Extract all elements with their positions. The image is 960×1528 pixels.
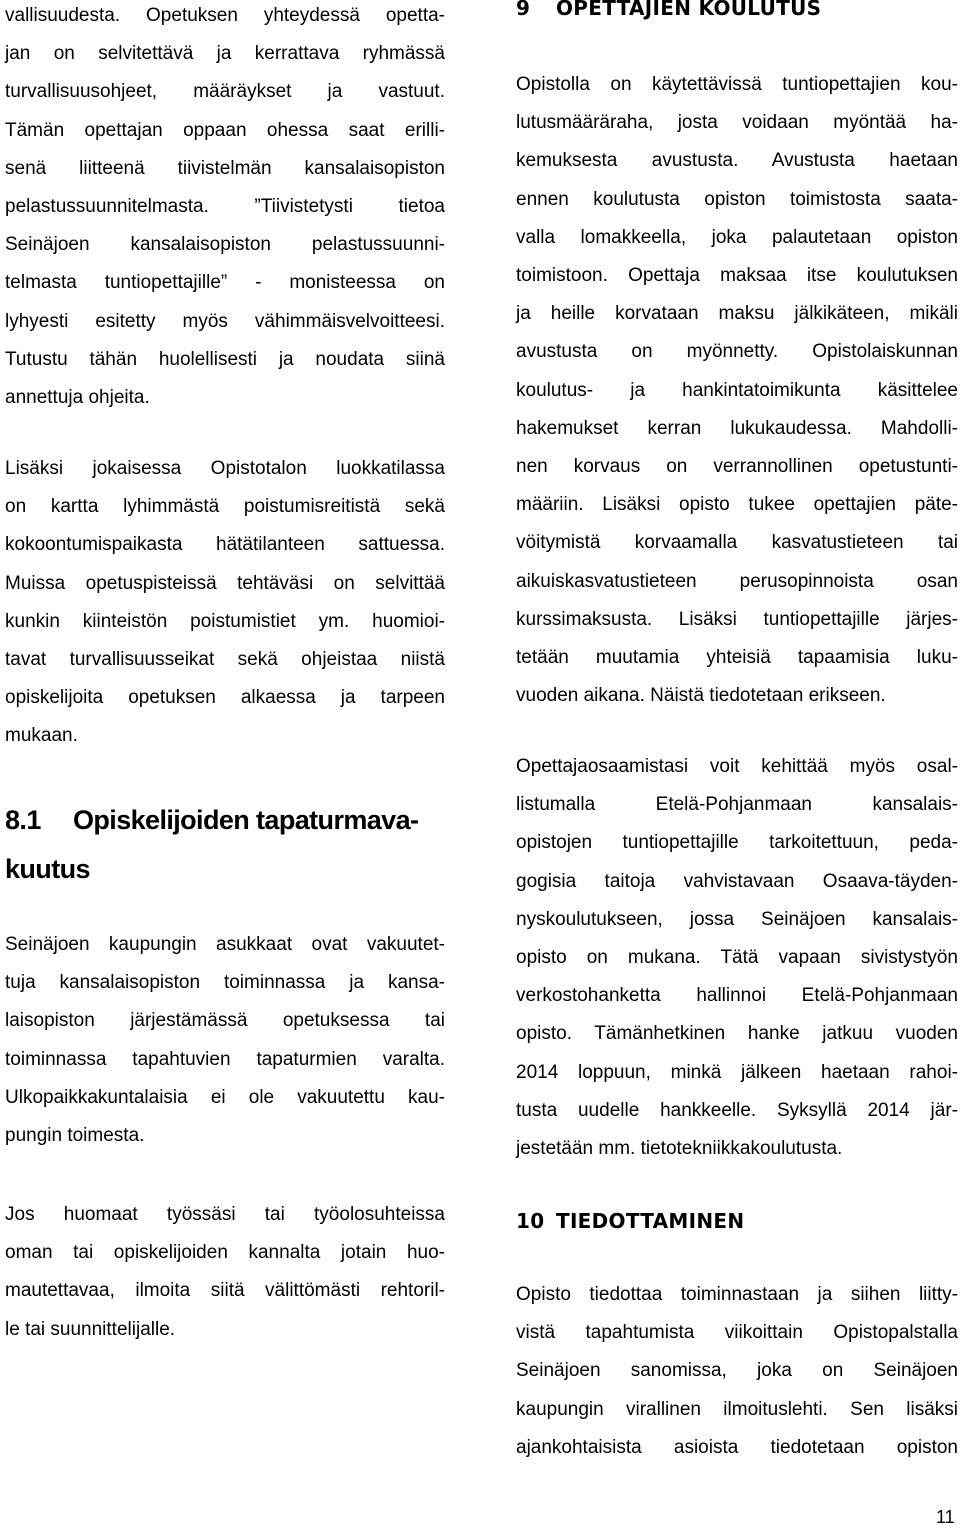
text-line: koulutus- ja hankintatoimikunta käsittelee [516, 379, 958, 401]
section-title: OPETTAJIEN KOULUTUS [556, 0, 822, 20]
text-line: nen korvaus on verrannollinen opetustunti- [516, 456, 958, 477]
text-line: lyhyesti esitetty myös vähimmäisvelvoitteesi. [5, 310, 445, 332]
text-line: Opisto tiedottaa toiminnastaan ja siihen liitty- [516, 1284, 958, 1305]
text-line: tusta uudelle hankkeelle. Syksyllä 2014 jär- [516, 1099, 958, 1121]
text-line: oman tai opiskelijoiden kannalta jotain huo- [5, 1242, 445, 1264]
section-number: 10 [516, 1209, 545, 1233]
text-line: vallisuudesta. Opetuksen yhteydessä opetta- [5, 5, 445, 26]
page-number: 11 [936, 1507, 955, 1527]
section-heading-10 [516, 1208, 744, 1234]
text-line: ajankohtaisista asioista tiedotetaan opiston [516, 1436, 958, 1458]
text-line: Lisäksi jokaisessa Opistotalon luokkatilassa [5, 458, 445, 479]
text-line: Tutustu tähän huolellisesti ja noudata siinä [5, 348, 445, 370]
text-line: opisto. Tämänhetkinen hanke jatkuu vuoden [516, 1023, 958, 1045]
text-line: Muissa opetuspisteissä tehtäväsi on selvittää [5, 572, 445, 594]
text-line: laisopiston järjestämässä opetuksessa tai [5, 1010, 445, 1032]
section-heading-8-1 [5, 804, 418, 836]
text-line: 2014 loppuun, minkä jälkeen haetaan rahoi- [516, 1061, 958, 1083]
text-line: mukaan. [5, 725, 78, 747]
text-line: Ulkopaikkakuntalaisia ei ole vakuutettu kau- [5, 1086, 445, 1108]
text-line: Seinäjoen kaupungin asukkaat ovat vakuutet- [5, 934, 445, 955]
text-line: pungin toimesta. [5, 1125, 145, 1146]
section-number: 8.1 [5, 805, 41, 835]
text-line: jestetään mm. tietotekniikkakoulutusta. [516, 1138, 843, 1159]
text-line: vistä tapahtumista viikoittain Opistopalstalla [516, 1322, 958, 1344]
text-line: jan on selvitettävä ja kerrattava ryhmässä [5, 43, 445, 65]
text-line: opisto on mukana. Tätä vapaan sivistystyön [516, 947, 958, 968]
text-line: kaupungin virallinen ilmoituslehti. Sen lisäksi [516, 1398, 958, 1420]
text-line: on kartta lyhimmästä poistumisreitistä sekä [5, 496, 445, 518]
text-line: ennen koulutusta opiston toimistosta saata- [516, 188, 958, 210]
text-line: valla lomakkeella, joka palautetaan opiston [516, 226, 958, 248]
text-line: opiskelijoita opetuksen alkaessa ja tarpeen [5, 687, 445, 709]
text-line: gogisia taitoja vahvistavaan Osaava-täyden- [516, 870, 958, 892]
text-line: vuoden aikana. Näistä tiedotetaan erikseen. [516, 685, 886, 707]
text-line: tetään muutamia yhteisiä tapaamisia luku- [516, 647, 958, 668]
text-line: ja heille korvataan maksu jälkikäteen, mikäli [516, 303, 958, 325]
text-line: annettuja ohjeita. [5, 387, 150, 408]
text-line: Seinäjoen sanomissa, joka on Seinäjoen [516, 1360, 958, 1382]
section-title: TIEDOTTAMINEN [556, 1209, 745, 1233]
text-line: kemuksesta avustusta. Avustusta haetaan [516, 150, 958, 172]
text-line: aikuiskasvatustieteen perusopinnoista osan [516, 570, 958, 592]
section-heading-9 [516, 0, 821, 21]
text-line: pelastussuunnitelmasta. ”Tiivistetysti tietoa [5, 196, 445, 217]
text-line: tavat turvallisuusseikat sekä ohjeistaa niistä [5, 649, 445, 670]
section-title-line1: Opiskelijoiden tapaturmava- [73, 805, 419, 835]
text-line: Tämän opettajan oppaan ohessa saat erilli- [5, 119, 445, 141]
text-line: Opistolla on käytettävissä tuntiopettajien kou- [516, 74, 958, 95]
text-line: turvallisuusohjeet, määräykset ja vastuut. [5, 81, 445, 103]
text-line: mautettavaa, ilmoita siitä välittömästi rehtoril- [5, 1280, 445, 1302]
text-line: kokoontumispaikasta hätätilanteen sattuessa. [5, 534, 445, 556]
text-line: vöitymistä korvaamalla kasvatustieteen tai [516, 532, 958, 554]
text-line: verkostohanketta hallinnoi Etelä-Pohjanmaan [516, 985, 958, 1007]
section-number: 9 [516, 0, 531, 20]
text-line: avustusta on myönnetty. Opistolaiskunnan [516, 341, 958, 363]
text-line: kunkin kiinteistön poistumistiet ym. huomioi- [5, 610, 445, 632]
section-heading-8-1-continued [5, 853, 90, 885]
text-line: toimistoon. Opettaja maksaa itse koulutuksen [516, 265, 958, 286]
text-line: Seinäjoen kansalaisopiston pelastussuunni- [5, 234, 445, 256]
text-line: kurssimaksusta. Lisäksi tuntiopettajille järjes- [516, 608, 958, 630]
text-line: telmasta tuntiopettajille” - monisteessa on [5, 272, 445, 294]
text-line: lutusmääräraha, josta voidaan myöntää ha- [516, 112, 958, 134]
text-line: Opettajaosaamistasi voit kehittää myös osal- [516, 756, 958, 777]
text-line: Jos huomaat työssäsi tai työolosuhteissa [5, 1204, 445, 1225]
text-line: tuja kansalaisopiston toiminnassa ja kansa- [5, 972, 445, 994]
text-line: senä liitteenä tiivistelmän kansalaisopiston [5, 157, 445, 179]
text-line: listumalla Etelä-Pohjanmaan kansalais- [516, 794, 958, 816]
text-line: määriin. Lisäksi opisto tukee opettajien päte- [516, 494, 958, 516]
text-line: opistojen tuntiopettajille tarkoitettuun, peda- [516, 832, 958, 854]
text-line: toiminnassa tapahtuvien tapaturmien varalta. [5, 1048, 445, 1070]
text-line: hakemukset kerran lukukaudessa. Mahdolli- [516, 417, 958, 439]
text-line: nyskoulutukseen, jossa Seinäjoen kansalais- [516, 908, 958, 930]
text-line: le tai suunnittelijalle. [5, 1318, 176, 1340]
section-title-line2: kuutus [5, 854, 90, 884]
